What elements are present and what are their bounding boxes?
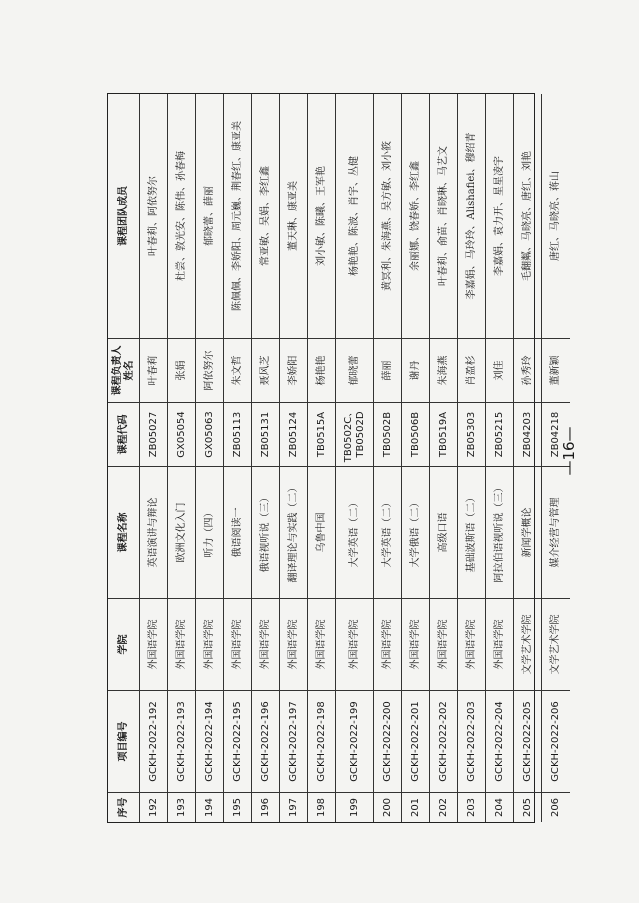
table-row <box>252 94 280 822</box>
cell-no: 206 <box>542 792 570 822</box>
cell-code: TB0506B <box>402 402 429 466</box>
cell-project: GCKH-2022-206 <box>542 690 570 792</box>
cell-leader: 李娇阳 <box>280 338 307 402</box>
table-row <box>308 94 336 822</box>
table-row <box>140 94 168 822</box>
cell-leader: 阿依努尔 <box>196 338 223 402</box>
cell-code: ZB05027 <box>140 402 167 466</box>
cell-college: 外国语学院 <box>308 598 335 690</box>
table-body <box>140 94 570 822</box>
header-course: 课程名称 <box>108 466 139 598</box>
table-row <box>402 94 430 822</box>
cell-team: 叶春莉、俞苗、肖晓琳、马艺文 <box>437 146 449 286</box>
header-code: 课程代码 <box>108 402 139 466</box>
header-leader: 课程负责人姓名 <box>108 338 139 402</box>
cell-no: 203 <box>458 792 485 822</box>
cell-leader: 董新颖 <box>542 338 570 402</box>
cell-college: 文学艺术学院 <box>514 598 541 690</box>
cell-team: 李嘉娟、马玲玲、Alishafiei、穆绍青 <box>465 132 477 300</box>
cell-no: 202 <box>430 792 457 822</box>
cell-team: 常亚敏、吴娟、李红鑫 <box>259 166 271 266</box>
cell-team: 郁晓蕾、薛丽 <box>203 186 215 246</box>
cell-course: 基础波斯语（二） <box>458 466 485 598</box>
cell-project: GCKH-2022-204 <box>486 690 513 792</box>
cell-college: 外国语学院 <box>336 598 373 690</box>
course-table <box>107 93 561 823</box>
cell-code: GX05054 <box>168 402 195 466</box>
cell-code: ZB05113 <box>224 402 251 466</box>
table-row <box>374 94 402 822</box>
table-row <box>430 94 458 822</box>
cell-course: 乌鲁中国 <box>308 466 335 598</box>
cell-team: 刘小敏、陈曦、王军艳 <box>315 166 327 266</box>
cell-code: TB0515A <box>308 402 335 466</box>
cell-college: 外国语学院 <box>374 598 401 690</box>
cell-project: GCKH-2022-205 <box>514 690 541 792</box>
cell-team: 叶春莉、阿依努尔 <box>147 176 159 256</box>
cell-college: 外国语学院 <box>280 598 307 690</box>
table-row <box>514 94 542 822</box>
cell-college: 外国语学院 <box>402 598 429 690</box>
table-row <box>196 94 224 822</box>
cell-project: GCKH-2022-203 <box>458 690 485 792</box>
cell-team: 李嘉娟、袁力开、星星凌宇 <box>493 156 505 276</box>
cell-project: GCKH-2022-196 <box>252 690 279 792</box>
cell-code: ZB04203 <box>514 402 541 466</box>
cell-team: 毛翻粼、马晓亮、唐红、刘艳 <box>521 151 533 281</box>
cell-project: GCKH-2022-200 <box>374 690 401 792</box>
cell-no: 197 <box>280 792 307 822</box>
cell-course: 大学俄语（二） <box>402 466 429 598</box>
cell-team: 黄冥利、朱海燕、吴方敏、刘小筱 <box>381 141 393 291</box>
cell-leader: 薛丽 <box>374 338 401 402</box>
page-number: —16— <box>560 426 578 476</box>
cell-college: 外国语学院 <box>458 598 485 690</box>
cell-course: 高级口语 <box>430 466 457 598</box>
cell-course: 新闻学概论 <box>514 466 541 598</box>
cell-code: TB0519A <box>430 402 457 466</box>
cell-team: 杜尝、敦光安、陈伟、孙春梅 <box>175 151 187 281</box>
cell-course: 俄语视听说（三） <box>252 466 279 598</box>
cell-code: ZB05131 <box>252 402 279 466</box>
cell-course: 翻译理论与实践（二） <box>280 466 307 598</box>
cell-leader: 杨艳艳 <box>308 338 335 402</box>
cell-team: 唐红、马晓亮、蒋山 <box>550 171 561 261</box>
cell-project: GCKH-2022-197 <box>280 690 307 792</box>
cell-course: 俄语阅读一 <box>224 466 251 598</box>
cell-leader: 张娟 <box>168 338 195 402</box>
cell-no: 195 <box>224 792 251 822</box>
cell-course: 欧洲文化入门 <box>168 466 195 598</box>
cell-college: 外国语学院 <box>224 598 251 690</box>
cell-code: GX05063 <box>196 402 223 466</box>
cell-college: 外国语学院 <box>252 598 279 690</box>
cell-college: 外国语学院 <box>486 598 513 690</box>
cell-leader: 刘佳 <box>486 338 513 402</box>
cell-no: 199 <box>336 792 373 822</box>
cell-no: 194 <box>196 792 223 822</box>
cell-leader: 孙秀玲 <box>514 338 541 402</box>
cell-no: 200 <box>374 792 401 822</box>
cell-leader: 肖盈杉 <box>458 338 485 402</box>
cell-project: GCKH-2022-195 <box>224 690 251 792</box>
cell-team: 陈佩佩、李娇阳、周元巍、荆春红、康亚美 <box>231 121 243 311</box>
cell-team: 杨艳艳、陈波、肖宇、丛健 <box>348 156 360 276</box>
table-row <box>224 94 252 822</box>
cell-code: ZB05303 <box>458 402 485 466</box>
table-row <box>486 94 514 822</box>
cell-college: 外国语学院 <box>168 598 195 690</box>
table-row <box>336 94 374 822</box>
cell-course: 听力（四） <box>196 466 223 598</box>
cell-leader: 朱文哲 <box>224 338 251 402</box>
cell-code: ZB05124 <box>280 402 307 466</box>
cell-team: 余丽娜、饶春娇、李红鑫 <box>409 161 421 271</box>
cell-leader: 聂风芝 <box>252 338 279 402</box>
cell-code: TB0502C、TB0502D <box>336 402 373 466</box>
cell-course: 媒介经营与管理 <box>542 466 570 598</box>
cell-code: ZB04218 <box>542 402 570 466</box>
cell-college: 外国语学院 <box>430 598 457 690</box>
cell-no: 196 <box>252 792 279 822</box>
cell-college: 外国语学院 <box>196 598 223 690</box>
cell-code: TB0502B <box>374 402 401 466</box>
cell-code: ZB05215 <box>486 402 513 466</box>
cell-project: GCKH-2022-199 <box>336 690 373 792</box>
cell-leader: 朱海燕 <box>430 338 457 402</box>
cell-project: GCKH-2022-202 <box>430 690 457 792</box>
cell-college: 文学艺术学院 <box>542 598 570 690</box>
table-row <box>458 94 486 822</box>
cell-leader: 谢丹 <box>402 338 429 402</box>
header-college: 学院 <box>108 598 139 690</box>
cell-no: 192 <box>140 792 167 822</box>
cell-project: GCKH-2022-194 <box>196 690 223 792</box>
cell-leader: 叶春莉 <box>140 338 167 402</box>
cell-course: 大学英语（二） <box>336 466 373 598</box>
cell-no: 201 <box>402 792 429 822</box>
cell-no: 204 <box>486 792 513 822</box>
cell-team: 董天琳、康亚美 <box>287 181 299 251</box>
cell-project: GCKH-2022-192 <box>140 690 167 792</box>
table-row <box>280 94 308 822</box>
cell-project: GCKH-2022-193 <box>168 690 195 792</box>
cell-college: 外国语学院 <box>140 598 167 690</box>
cell-course: 大学英语（二） <box>374 466 401 598</box>
cell-leader: 郁晓蕾 <box>336 338 373 402</box>
header-no: 序号 <box>108 792 139 822</box>
header-project: 项目编号 <box>108 690 139 792</box>
cell-course: 阿拉伯语视听说（三） <box>486 466 513 598</box>
cell-no: 193 <box>168 792 195 822</box>
cell-project: GCKH-2022-201 <box>402 690 429 792</box>
table-header <box>108 94 140 822</box>
cell-course: 英语演讲与辩论 <box>140 466 167 598</box>
cell-project: GCKH-2022-198 <box>308 690 335 792</box>
header-team: 课程团队成员 <box>117 186 129 246</box>
cell-no: 205 <box>514 792 541 822</box>
cell-no: 198 <box>308 792 335 822</box>
table-row <box>168 94 196 822</box>
